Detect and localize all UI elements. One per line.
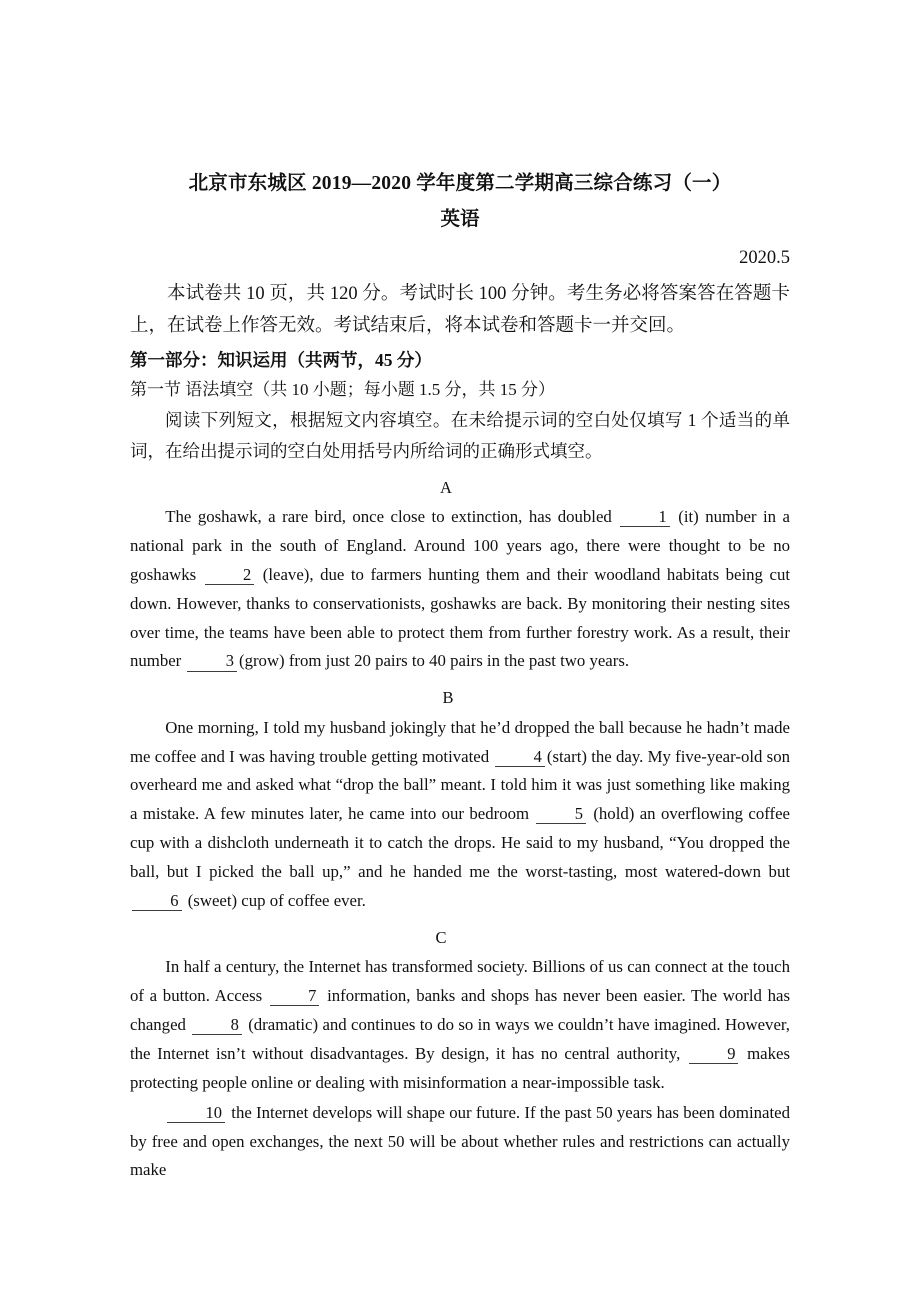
passage-b-text xyxy=(130,714,790,916)
blank-2[interactable]: 2 xyxy=(205,566,255,585)
exam-date: 2020.5 xyxy=(739,247,790,268)
passage-c-text xyxy=(130,953,790,1097)
passage-a-letter: A xyxy=(440,477,452,497)
part-one-heading: 第一部分：知识运用（共两节，45 分） xyxy=(130,349,432,370)
passage-c-seg4: makes protecting people online or dealing with misinformation a near-impossible task. xyxy=(130,1043,790,1092)
passage-a-seg1: The goshawk, a rare bird, once close to extinction, has doubled xyxy=(165,506,619,526)
blank-9[interactable]: 9 xyxy=(689,1045,739,1064)
exam-instructions: 本试卷共 10 页，共 120 分。考试时长 100 分钟。考生务必将答案答在答题卡上，在试卷上作答无效。考试结束后，将本试卷和答题卡一并交回。 xyxy=(130,283,790,336)
passage-b-seg3: (hold) an overflowing coffee cup with a dishcloth underneath it to catch the drops. He said to my husband, “You dropped the ball, but I picked the ball up,” and he handed me the worst-tasting, most watered-down but xyxy=(130,804,790,882)
passage-a-seg4: (grow) from just 20 pairs to 40 pairs in the past two years. xyxy=(238,651,630,671)
passage-a-seg2: (it) number in a national park in the south of England. Around 100 years ago, there were thought to be no goshawks xyxy=(130,506,790,584)
passage-c-seg5: the Internet develops will shape our future. If the past 50 years has been dominated by free and open exchanges, the next 50 will be about whether rules and restrictions can actually make xyxy=(130,1102,790,1180)
page-title: 北京市东城区 2019—2020 学年度第二学期高三综合练习（一） xyxy=(188,173,732,194)
passage-b-seg1: One morning, I told my husband jokingly that he’d dropped the ball because he hadn’t made me coffee and I was having trouble getting motivated xyxy=(130,717,790,766)
passage-c-letter: C xyxy=(435,927,447,947)
passage-a-seg3: (leave), due to farmers hunting them and their woodland habitats being cut down. However, thanks to conservationists, goshawks are back. By monitoring their nesting sites over time, the teams have been able to protect them from further forestry work. As a result, their number xyxy=(130,564,790,671)
section-one-heading: 第一节 语法填空（共 10 小题；每小题 1.5 分，共 15 分） xyxy=(130,379,555,399)
blank-10[interactable]: 10 xyxy=(167,1104,225,1123)
blank-5[interactable]: 5 xyxy=(536,805,586,824)
page-content xyxy=(130,0,790,1185)
passage-a-text xyxy=(130,503,790,676)
passage-c-seg1: In half a century, the Internet has transformed society. Billions of us can connect at the touch of a button. Access xyxy=(130,957,790,1006)
blank-7[interactable]: 7 xyxy=(270,987,320,1006)
passage-c-seg2: information, banks and shops has never been easier. The world has changed xyxy=(130,986,791,1035)
blank-6[interactable]: 6 xyxy=(132,892,182,911)
blank-1[interactable]: 1 xyxy=(620,508,670,527)
blank-8[interactable]: 8 xyxy=(192,1016,242,1035)
subject-title: 英语 xyxy=(440,209,480,231)
passage-c-seg3: (dramatic) and continues to do so in ways we couldn’t have imagined. However, the Internet isn’t without disadvantages. By design, it has no central authority, xyxy=(130,1015,790,1063)
passage-b-seg2: (start) the day. My five-year-old son overheard me and asked what “drop the ball” meant. I told him it was just something like making a mistake. A few minutes later, he came into our bedroom xyxy=(130,746,790,824)
passage-b-seg4: (sweet) cup of coffee ever. xyxy=(183,891,366,910)
passage-b-letter: B xyxy=(442,688,454,708)
section-one-directions: 阅读下列短文，根据短文内容填空。在未给提示词的空白处仅填写 1 个适当的单词，在给出提示词的空白处用括号内所给词的正确形式填空。 xyxy=(130,410,790,461)
passage-c-text-cont xyxy=(130,1099,790,1186)
blank-4[interactable]: 4 xyxy=(495,748,545,767)
blank-3[interactable]: 3 xyxy=(187,652,237,671)
